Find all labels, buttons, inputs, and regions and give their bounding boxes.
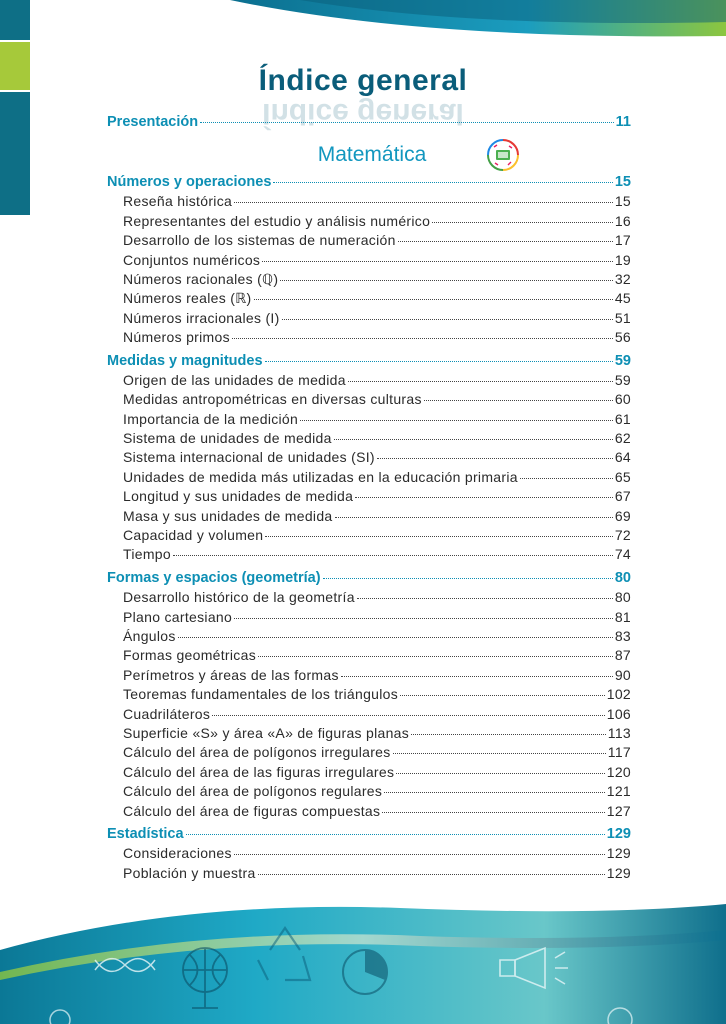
dot-leader [234, 201, 613, 203]
toc-entry[interactable] [107, 290, 631, 309]
toc-entry[interactable] [107, 329, 631, 348]
toc-entry-page: 102 [606, 686, 631, 703]
dot-leader [348, 380, 613, 382]
toc-entry[interactable] [107, 430, 631, 449]
toc-entry-page: 56 [614, 329, 631, 346]
toc-entry-label: Origen de las unidades de medida [123, 371, 346, 388]
toc-entry-page: 59 [614, 352, 631, 369]
toc-entry[interactable] [107, 744, 631, 763]
toc-entry-page: 64 [614, 449, 631, 466]
toc-entry[interactable] [107, 686, 631, 705]
toc-entry-label: Perímetros y áreas de las formas [123, 666, 339, 683]
toc-entry-page: 129 [606, 845, 631, 862]
toc-entry[interactable] [107, 372, 631, 391]
toc-entry-page: 65 [614, 468, 631, 485]
toc-entry-page: 81 [614, 608, 631, 625]
top-wave-decoration [0, 0, 726, 40]
dot-leader [178, 636, 613, 638]
toc-entry-label: Formas geométricas [123, 647, 256, 664]
toc-entry-label: Estadística [107, 825, 184, 842]
toc-entry[interactable] [107, 310, 631, 329]
dot-leader [334, 438, 613, 440]
dot-leader [212, 714, 605, 716]
subject-label: Matemática [317, 143, 427, 166]
dot-leader [232, 337, 613, 339]
toc-entry[interactable] [107, 232, 631, 251]
toc-entry-label: Superficie «S» y área «A» de figuras planas [123, 724, 410, 741]
toc-entry-page: 59 [614, 371, 631, 388]
subject-heading [107, 136, 631, 174]
toc-entry-label: Cuadriláteros [123, 705, 211, 722]
toc-entry-page: 15 [614, 193, 631, 210]
toc-entry-label: Tiempo [123, 546, 171, 563]
dot-leader [411, 733, 606, 735]
toc-entry-label: Importancia de la medición [123, 410, 299, 427]
toc-entry-label: Reseña histórica [123, 193, 233, 210]
toc-entry-label: Sistema de unidades de medida [123, 430, 332, 447]
dot-leader [520, 477, 613, 479]
toc-entry[interactable] [107, 469, 631, 488]
toc-entry-page: 17 [614, 232, 631, 249]
dot-leader [341, 675, 613, 677]
dot-leader [384, 791, 605, 793]
toc-entry-page: 117 [607, 744, 631, 761]
toc-entry-label: Unidades de medida más utilizadas en la educación primaria [123, 468, 518, 485]
dot-leader [273, 181, 612, 183]
toc-entry-page: 83 [614, 627, 631, 644]
toc-section-heading[interactable] [107, 570, 631, 589]
toc-entry-label: Números reales (ℝ) [123, 290, 252, 307]
toc-entry-label: Presentación [107, 114, 199, 130]
toc-entry-label: Capacidad y volumen [123, 527, 264, 544]
bottom-wave-decoration [0, 880, 726, 1024]
page-title-reflection: Índice general [262, 97, 464, 130]
dot-leader [424, 399, 613, 401]
toc-entry-page: 61 [614, 410, 631, 427]
toc-entry-label: Desarrollo histórico de la geometría [123, 589, 355, 606]
toc-section-heading[interactable] [107, 174, 631, 193]
dot-leader [258, 873, 605, 875]
toc-entry-page: 67 [614, 488, 631, 505]
toc-entry[interactable] [107, 725, 631, 744]
dot-leader [300, 419, 613, 421]
dot-leader [200, 121, 614, 123]
toc-entry-page: 16 [614, 212, 631, 229]
dot-leader [258, 655, 613, 657]
toc-entry-label: Plano cartesiano [123, 608, 233, 625]
dot-leader [280, 279, 612, 281]
dot-leader [265, 360, 613, 362]
toc-entry[interactable] [107, 546, 631, 565]
toc-entry-page: 120 [606, 763, 631, 780]
toc-entry-page: 19 [614, 251, 631, 268]
toc-entry-label: Números y operaciones [107, 174, 272, 190]
dot-leader [398, 240, 613, 242]
toc-entry-label: Números racionales (ℚ) [123, 270, 279, 287]
toc-entry-label: Conjuntos numéricos [123, 251, 261, 268]
toc-entry[interactable] [107, 589, 631, 608]
toc-entry[interactable] [107, 764, 631, 783]
dot-leader [262, 260, 613, 262]
dot-leader [357, 597, 613, 599]
dot-leader [382, 811, 604, 813]
toc-entry-page: 106 [606, 705, 631, 722]
toc-entry-page: 129 [606, 825, 631, 842]
toc-entry[interactable] [107, 193, 631, 212]
toc-section-heading[interactable] [107, 353, 631, 372]
toc-entry[interactable] [107, 667, 631, 686]
toc-entry-page: 113 [607, 724, 631, 741]
dot-leader [432, 221, 613, 223]
toc-entry-page: 87 [614, 647, 631, 664]
toc-entry[interactable] [107, 628, 631, 647]
dot-leader [393, 752, 606, 754]
toc-entry-label: Cálculo del área de polígonos irregulares [123, 744, 391, 761]
toc-entry[interactable] [107, 609, 631, 628]
toc-entry-page: 80 [614, 569, 631, 586]
toc-entry-label: Consideraciones [123, 845, 232, 862]
toc-entry[interactable] [107, 706, 631, 725]
toc-entry-label: Ángulos [123, 627, 176, 644]
dot-leader [186, 833, 605, 835]
toc-entry-label: Sistema internacional de unidades (SI) [123, 449, 375, 466]
toc-entry[interactable] [107, 449, 631, 468]
toc-entry-label: Cálculo del área de polígonos regulares [123, 783, 383, 800]
toc-entry-label: Números primos [123, 329, 230, 346]
toc-entry-page: 15 [614, 174, 631, 190]
dot-leader [377, 457, 613, 459]
toc-section-heading[interactable] [107, 826, 631, 845]
toc-entry-page: 11 [615, 114, 631, 130]
dot-leader [396, 772, 604, 774]
toc-entry[interactable] [107, 252, 631, 271]
toc-entry-label: Cálculo del área de las figuras irregulares [123, 763, 395, 780]
toc-entry-page: 45 [614, 290, 631, 307]
dot-leader [265, 535, 612, 537]
toc-entry-page: 127 [606, 802, 631, 819]
toc-entry-label: Medidas y magnitudes [107, 352, 263, 369]
toc-entry-label: Representantes del estudio y análisis numérico [123, 212, 431, 229]
toc-entry-label: Medidas antropométricas en diversas culturas [123, 391, 422, 408]
page-title: Índice general [258, 64, 468, 97]
dot-leader [355, 496, 613, 498]
toc-entry-label: Población y muestra [123, 864, 256, 881]
toc-entry[interactable] [107, 647, 631, 666]
toc-entry[interactable] [107, 391, 631, 410]
toc-entry-page: 74 [614, 546, 631, 563]
toc-entry-page: 51 [614, 309, 631, 326]
toc-entry-label: Números irracionales (I) [123, 309, 280, 326]
dot-leader [335, 516, 613, 518]
dot-leader [173, 554, 613, 556]
dot-leader [254, 298, 613, 300]
toc-entry-page: 32 [614, 270, 631, 287]
toc-entry-label: Teoremas fundamentales de los triángulos [123, 686, 399, 703]
dot-leader [400, 694, 605, 696]
toc-entry[interactable] [107, 271, 631, 290]
dot-leader [323, 577, 613, 579]
toc-entry-label: Desarrollo de los sistemas de numeración [123, 232, 396, 249]
toc-entry-page: 62 [614, 430, 631, 447]
toc-entry[interactable] [107, 803, 631, 822]
dot-leader [234, 617, 613, 619]
toc-entry-page: 72 [614, 527, 631, 544]
toc-entry[interactable] [107, 845, 631, 864]
dot-leader [282, 318, 613, 320]
table-of-contents [107, 114, 631, 884]
math-tools-icon [487, 139, 519, 171]
toc-entry-label: Masa y sus unidades de medida [123, 507, 333, 524]
toc-entry-page: 90 [614, 666, 631, 683]
toc-entry-presentation[interactable] [107, 114, 631, 136]
toc-entry[interactable] [107, 527, 631, 546]
toc-entry-page: 121 [606, 783, 631, 800]
toc-entry-label: Cálculo del área de figuras compuestas [123, 802, 381, 819]
toc-entry-page: 69 [614, 507, 631, 524]
toc-entry[interactable] [107, 213, 631, 232]
toc-entry-label: Longitud y sus unidades de medida [123, 488, 354, 505]
toc-entry[interactable] [107, 411, 631, 430]
toc-entry[interactable] [107, 488, 631, 507]
toc-entry-page: 60 [614, 391, 631, 408]
toc-entry-page: 129 [606, 864, 631, 881]
toc-entry-page: 80 [614, 589, 631, 606]
toc-entry[interactable] [107, 508, 631, 527]
toc-entry-label: Formas y espacios (geometría) [107, 569, 321, 586]
toc-entry[interactable] [107, 783, 631, 802]
dot-leader [234, 853, 605, 855]
